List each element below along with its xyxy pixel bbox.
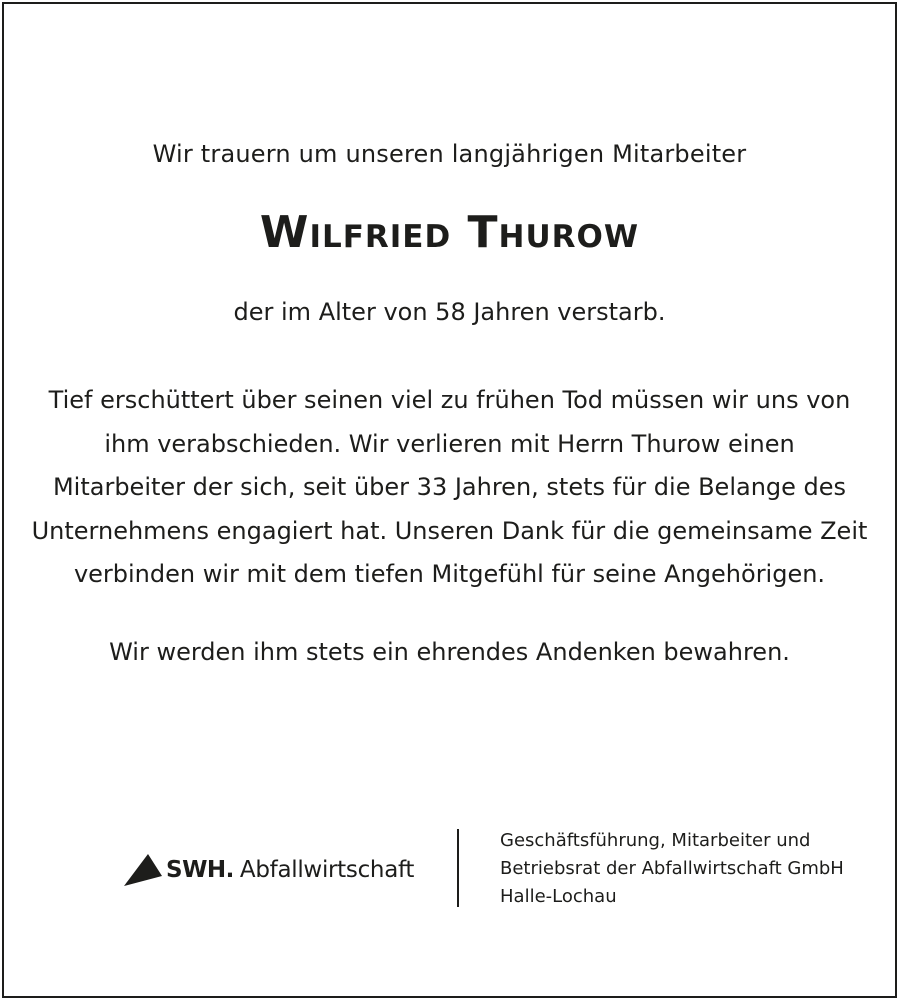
triangle-logo-icon	[122, 852, 164, 888]
deceased-name: Wilfried Thurow	[259, 207, 640, 258]
tribute-line: ihm verabschieden. Wir verlieren mit Herrn Thurow einen	[104, 429, 795, 458]
signer-line: Betriebsrat der Abfallwirtschaft GmbH	[500, 858, 844, 879]
tribute-line: verbinden wir mit dem tiefen Mitgefühl für seine Angehörigen.	[73, 560, 826, 588]
closing-line: Wir werden ihm stets ein ehrendes Andenken bewahren.	[109, 638, 790, 666]
company-logo	[122, 850, 414, 890]
signer-line: Halle-Lochau	[500, 886, 617, 907]
signer-line: Geschäftsführung, Mitarbeiter und	[500, 830, 811, 851]
logo-subtitle: Abfallwirtschaft	[239, 857, 415, 883]
logo-brand: SWH.	[166, 857, 234, 883]
tribute-paragraph	[16, 379, 883, 597]
age-line: der im Alter von 58 Jahren verstarb.	[233, 298, 666, 326]
intro-line: Wir trauern um unseren langjährigen Mitarbeiter	[152, 140, 747, 168]
footer-divider	[457, 829, 459, 907]
signers-block	[500, 827, 844, 911]
tribute-line: Unternehmens engagiert hat. Unseren Dank für die gemeinsame Zeit	[31, 516, 868, 545]
tribute-line: Tief erschüttert über seinen viel zu frühen Tod müssen wir uns von	[48, 386, 851, 414]
tribute-line: Mitarbeiter der sich, seit über 33 Jahren, stets für die Belange des	[52, 473, 847, 501]
